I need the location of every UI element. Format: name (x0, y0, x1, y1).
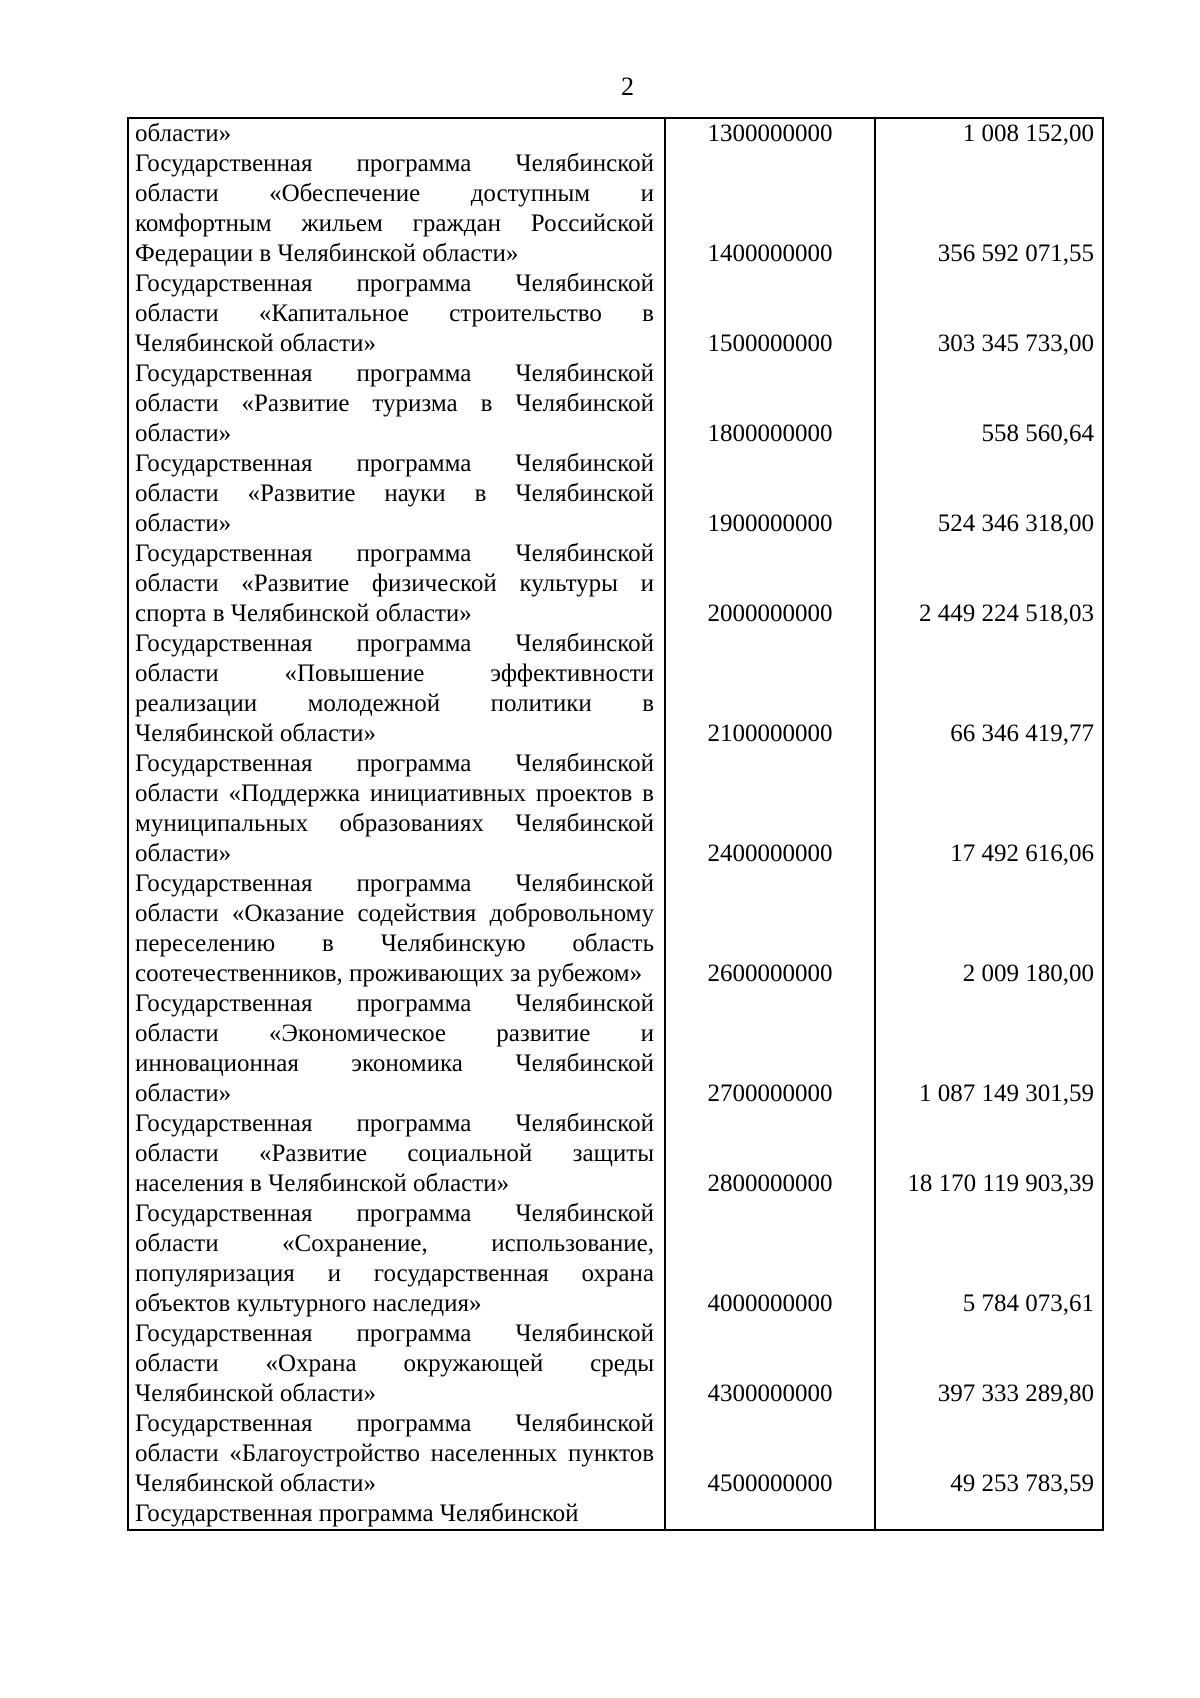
table-row (128, 359, 1103, 449)
program-code-cell (665, 1499, 875, 1530)
program-name-cell: Государственная программа Челябинской области «Поддержка инициативных проектов в муниципальных образованиях Челябинской области» (128, 749, 665, 869)
program-name-cell: Государственная программа Челябинской области «Развитие физической культуры и спорта в Челябинской области» (128, 539, 665, 629)
program-name-cell: Государственная программа Челябинской области «Капитальное строительство в Челябинской области» (128, 269, 665, 359)
table-row (128, 869, 1103, 989)
amount-cell: 18 170 119 903,39 (875, 1109, 1103, 1199)
table-row (128, 1199, 1103, 1319)
amount-cell: 1 008 152,00 (875, 118, 1103, 149)
program-name-cell: Государственная программа Челябинской области «Развитие туризма в Челябинской области» (128, 359, 665, 449)
table-row (128, 118, 1103, 149)
table-row (128, 1319, 1103, 1409)
program-code-cell: 1300000000 (665, 118, 875, 149)
program-code-cell: 4000000000 (665, 1199, 875, 1319)
amount-cell: 1 087 149 301,59 (875, 989, 1103, 1109)
program-code-cell: 4300000000 (665, 1319, 875, 1409)
budget-table-body (128, 118, 1103, 1530)
program-name-cell: Государственная программа Челябинской области «Обеспечение доступным и комфортным жильем граждан Российской Федерации в Челябинской области» (128, 149, 665, 269)
program-name-cell: Государственная программа Челябинской области «Экономическое развитие и инновационная экономика Челябинской области» (128, 989, 665, 1109)
table-row (128, 629, 1103, 749)
program-name-cell: Государственная программа Челябинской области «Благоустройство населенных пунктов Челябинской области» (128, 1409, 665, 1499)
table-row (128, 1499, 1103, 1530)
program-name-cell: Государственная программа Челябинской области «Развитие социальной защиты населения в Челябинской области» (128, 1109, 665, 1199)
amount-cell: 303 345 733,00 (875, 269, 1103, 359)
amount-cell: 558 560,64 (875, 359, 1103, 449)
program-code-cell: 1900000000 (665, 449, 875, 539)
program-name-cell: Государственная программа Челябинской области «Сохранение, использование, популяризация и государственная охрана объектов культурного наследия» (128, 1199, 665, 1319)
program-code-cell: 4500000000 (665, 1409, 875, 1499)
program-code-cell: 2700000000 (665, 989, 875, 1109)
table-row (128, 749, 1103, 869)
table-row (128, 989, 1103, 1109)
program-name-cell: Государственная программа Челябинской (128, 1499, 665, 1530)
amount-cell (875, 1499, 1103, 1530)
program-name-cell: Государственная программа Челябинской области «Оказание содействия добровольному переселению в Челябинскую область соотечественников, проживающих за рубежом» (128, 869, 665, 989)
amount-cell: 49 253 783,59 (875, 1409, 1103, 1499)
program-name-cell: Государственная программа Челябинской области «Развитие науки в Челябинской области» (128, 449, 665, 539)
program-code-cell: 1500000000 (665, 269, 875, 359)
table-row (128, 269, 1103, 359)
program-name-cell: области» (128, 118, 665, 149)
table-row (128, 539, 1103, 629)
amount-cell: 397 333 289,80 (875, 1319, 1103, 1409)
amount-cell: 356 592 071,55 (875, 149, 1103, 269)
page-number: 2 (621, 72, 634, 101)
program-code-cell: 1400000000 (665, 149, 875, 269)
table-row (128, 449, 1103, 539)
amount-cell: 5 784 073,61 (875, 1199, 1103, 1319)
table-row (128, 1409, 1103, 1499)
table-row (128, 1109, 1103, 1199)
budget-table (127, 117, 1104, 1531)
amount-cell: 524 346 318,00 (875, 449, 1103, 539)
program-code-cell: 2000000000 (665, 539, 875, 629)
program-code-cell: 2600000000 (665, 869, 875, 989)
amount-cell: 2 449 224 518,03 (875, 539, 1103, 629)
program-code-cell: 2400000000 (665, 749, 875, 869)
program-name-cell: Государственная программа Челябинской области «Повышение эффективности реализации молодежной политики в Челябинской области» (128, 629, 665, 749)
program-code-cell: 2100000000 (665, 629, 875, 749)
program-name-cell: Государственная программа Челябинской области «Охрана окружающей среды Челябинской области» (128, 1319, 665, 1409)
table-row (128, 149, 1103, 269)
amount-cell: 66 346 419,77 (875, 629, 1103, 749)
program-code-cell: 2800000000 (665, 1109, 875, 1199)
amount-cell: 17 492 616,06 (875, 749, 1103, 869)
amount-cell: 2 009 180,00 (875, 869, 1103, 989)
program-code-cell: 1800000000 (665, 359, 875, 449)
